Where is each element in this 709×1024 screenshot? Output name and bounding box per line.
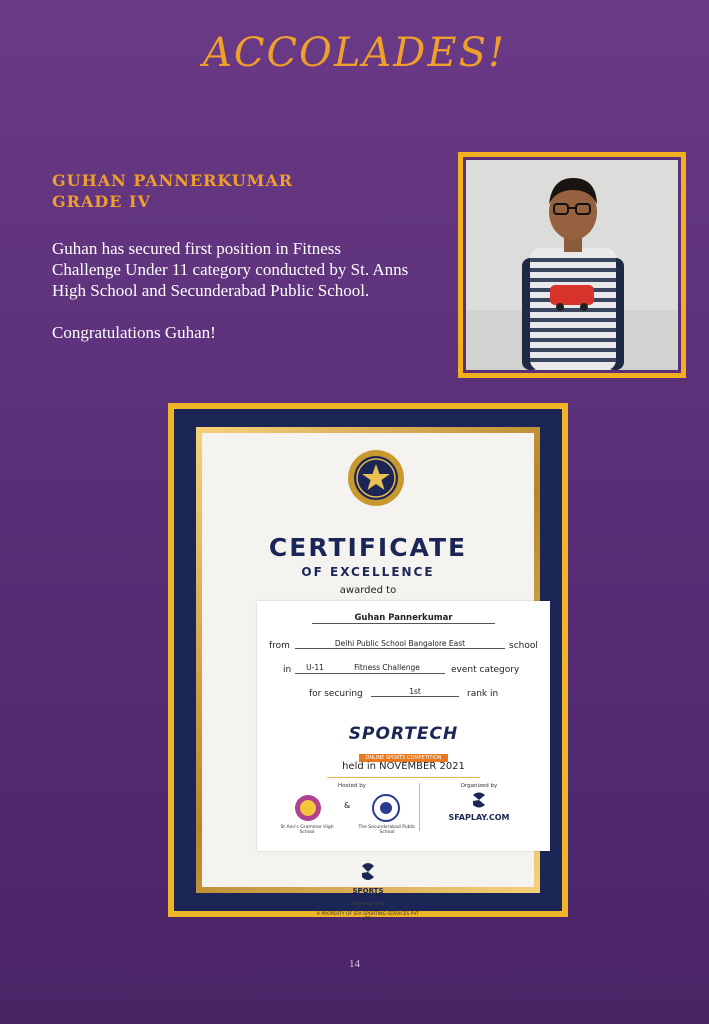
ampersand: & — [344, 801, 351, 810]
student-photo — [463, 157, 681, 373]
certificate-heading: CERTIFICATE — [268, 533, 468, 562]
event-name: Fitness Challenge — [354, 663, 420, 672]
student-name: GUHAN PANNERKUMAR — [52, 171, 294, 190]
student-photo-frame — [458, 152, 686, 378]
organized-by-label: Organized by — [460, 783, 498, 789]
page-title: ACCOLADES! — [202, 30, 507, 76]
sportech-tagline: ONLINE SPORTS COMPETITION — [359, 754, 447, 762]
sfa-logo-icon — [469, 791, 489, 809]
host2-name: The Secunderabad Public School — [358, 825, 416, 835]
event-category-label: event category — [451, 665, 520, 675]
rank-value: 1st — [371, 687, 459, 697]
host1-name: St Ann's Grammar High School — [280, 825, 334, 835]
star-emblem-icon — [347, 449, 405, 507]
certificate-paper — [202, 433, 538, 922]
from-label: from — [269, 641, 290, 651]
held-in-date: held in NOVEMBER 2021 — [342, 761, 465, 772]
event-underline — [295, 673, 445, 674]
host2-logo-icon — [371, 793, 401, 823]
certificate-subheading: OF EXCELLENCE — [301, 565, 435, 579]
student-portrait-icon — [466, 160, 678, 370]
footer-tagline: Ab Jeetega India — [351, 901, 385, 906]
divider — [327, 777, 480, 778]
congratulations-paragraph: Congratulations Guhan! — [52, 323, 216, 342]
securing-label: for securing — [309, 689, 363, 699]
accolade-description — [52, 238, 412, 364]
organized-by-section — [429, 783, 529, 822]
sports-for-all-logo-icon — [357, 861, 379, 883]
hosted-by-label: Hosted by — [338, 783, 366, 789]
student-grade: GRADE IV — [52, 192, 151, 211]
hosted-by-section — [277, 783, 427, 835]
student-info — [52, 170, 293, 212]
in-label: in — [283, 665, 292, 675]
certificate-details-card — [257, 601, 550, 851]
footer-logo-line2: FOR ALL — [357, 895, 379, 901]
rank-in-label: rank in — [467, 689, 499, 699]
age-group: U-11 — [306, 663, 324, 672]
recipient-name: Guhan Pannerkumar — [312, 613, 495, 624]
certificate-frame — [168, 403, 568, 922]
school-label: school — [509, 641, 538, 651]
footer-property: A PROPERTY OF SFA SPORTING SERVICES PVT LTD. — [316, 912, 420, 922]
host1-logo-icon — [293, 793, 323, 823]
page-number: 14 — [349, 958, 360, 970]
footer-logo-line1: SPORTS — [352, 887, 384, 895]
sportech-wordmark: SPORTECH — [348, 724, 459, 744]
awarded-to-label: awarded to — [339, 585, 397, 596]
organizer-name: SFAPLAY.COM — [448, 813, 510, 822]
sportech-logo — [257, 724, 550, 763]
certificate — [174, 409, 562, 922]
achievement-paragraph: Guhan has secured first position in Fitness Challenge Under 11 category conducted by St. Anns High School and Secunderabad Public School. — [52, 239, 409, 300]
vertical-divider — [419, 783, 420, 831]
sports-for-all-brand — [202, 861, 534, 922]
school-name: Delhi Public School Bangalore East — [295, 639, 505, 649]
